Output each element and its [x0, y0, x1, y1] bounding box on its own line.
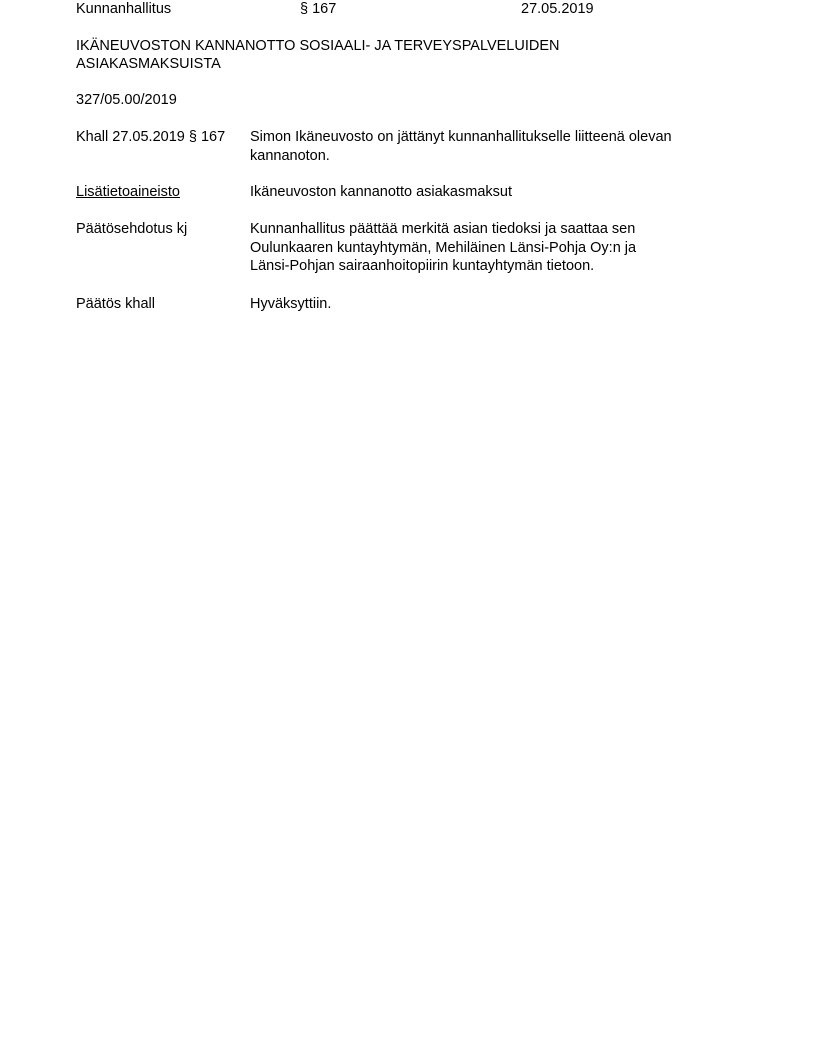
header-date: 27.05.2019 — [521, 1, 594, 17]
header-body-name: Kunnanhallitus — [76, 1, 172, 17]
document-title — [76, 37, 676, 73]
entry-content — [250, 295, 730, 314]
entry-line: Simon Ikäneuvosto on jättänyt kunnanhallitukselle liitteenä olevan — [250, 129, 672, 145]
title-line-1: IKÄNEUVOSTON KANNANOTTO SOSIAALI- JA TERVEYSPALVELUIDEN — [76, 38, 560, 54]
entry-label: Khall 27.05.2019 § 167 — [76, 129, 226, 145]
entry-line: Oulunkaaren kuntayhtymän, Mehiläinen Länsi-Pohja Oy:n ja — [250, 239, 637, 256]
entry-label: Lisätietoaineisto — [76, 184, 180, 200]
record-number: 327/05.00/2019 — [76, 92, 177, 108]
entry-line: Länsi-Pohjan sairaanhoitopiirin kuntayhtymän tietoon. — [250, 258, 595, 274]
header-section-number: § 167 — [300, 1, 337, 17]
entry-line: Hyväksyttiin. — [250, 296, 332, 312]
entry-content — [250, 220, 730, 276]
title-line-2: ASIAKASMAKSUISTA — [76, 56, 221, 72]
entry-line: Ikäneuvoston kannanotto asiakasmaksut — [250, 184, 512, 200]
entry-content — [250, 128, 730, 165]
entry-line: kannanoton. — [250, 147, 330, 164]
entry-content — [250, 183, 730, 202]
entry-label: Päätösehdotus kj — [76, 221, 188, 237]
entry-label: Päätös khall — [76, 296, 155, 312]
entry-line: Kunnanhallitus päättää merkitä asian tiedoksi ja saattaa sen — [250, 221, 636, 237]
